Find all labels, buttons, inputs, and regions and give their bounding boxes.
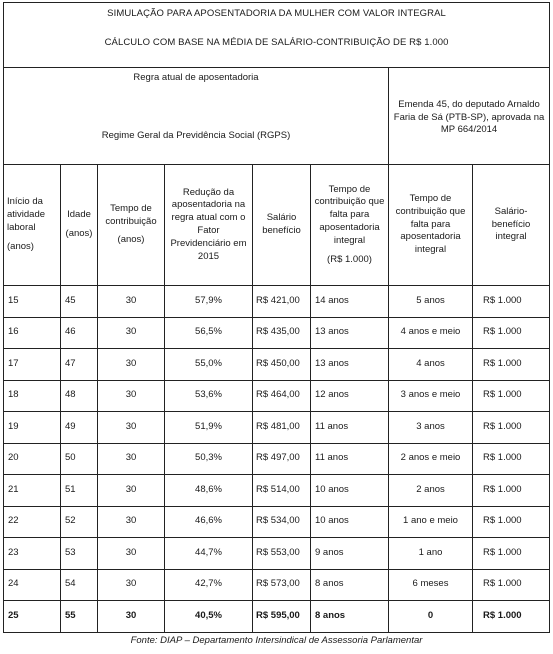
table-row [4,317,550,349]
cell-integral: R$ 1.000 [473,286,550,318]
cell-tempo: 30 [98,538,165,570]
cell-inicio: 19 [4,412,61,444]
cell-integral: R$ 1.000 [473,443,550,475]
cell-inicio: 21 [4,475,61,507]
cell-falta: 8 anos [311,569,389,601]
cell-reducao: 51,9% [165,412,253,444]
cell-reducao: 46,6% [165,506,253,538]
rgps-label: Regime Geral da Previdência Social (RGPS) [101,130,291,141]
cell-falta: 10 anos [311,506,389,538]
cell-salario: R$ 435,00 [253,317,311,349]
section-row [4,68,550,165]
cell-integral: R$ 1.000 [473,475,550,507]
cell-reducao: 56,5% [165,317,253,349]
retirement-simulation-table [3,2,550,633]
cell-integral: R$ 1.000 [473,569,550,601]
cell-inicio: 22 [4,506,61,538]
cell-idade: 45 [61,286,98,318]
cell-integral: R$ 1.000 [473,349,550,381]
cell-integral: R$ 1.000 [473,601,550,633]
cell-falta-emenda: 1 ano e meio [389,506,473,538]
cell-reducao: 50,3% [165,443,253,475]
cell-falta-emenda: 2 anos [389,475,473,507]
table-row [4,349,550,381]
header-tempo [98,165,165,286]
table-row [4,538,550,570]
cell-idade: 50 [61,443,98,475]
cell-tempo: 30 [98,569,165,601]
cell-tempo: 30 [98,349,165,381]
cell-inicio: 16 [4,317,61,349]
cell-falta: 8 anos [311,601,389,633]
header-falta-atual-label: Tempo de contribuição que falta para aposentadoria integral [314,183,385,246]
cell-idade: 47 [61,349,98,381]
cell-integral: R$ 1.000 [473,380,550,412]
cell-reducao: 55,0% [165,349,253,381]
cell-tempo: 30 [98,601,165,633]
source-note: Fonte: DIAP – Departamento Intersindical de Assessoria Parlamentar [130,635,423,646]
table-row [4,286,550,318]
cell-falta-emenda: 4 anos e meio [389,317,473,349]
current-rule-label: Regra atual de aposentadoria [133,72,259,83]
cell-inicio: 15 [4,286,61,318]
cell-inicio: 18 [4,380,61,412]
cell-integral: R$ 1.000 [473,412,550,444]
title-line-2: CÁLCULO COM BASE NA MÉDIA DE SALÁRIO-CONTRIBUIÇÃO DE R$ 1.000 [104,36,449,48]
header-idade [61,165,98,286]
header-falta-atual-unit: (R$ 1.000) [327,253,372,265]
cell-salario: R$ 450,00 [253,349,311,381]
cell-reducao: 57,9% [165,286,253,318]
table-row [4,601,550,633]
cell-integral: R$ 1.000 [473,538,550,570]
cell-idade: 51 [61,475,98,507]
cell-salario: R$ 497,00 [253,443,311,475]
header-falta-atual [311,165,389,286]
cell-falta-emenda: 3 anos [389,412,473,444]
cell-inicio: 20 [4,443,61,475]
cell-reducao: 53,6% [165,380,253,412]
cell-reducao: 42,7% [165,569,253,601]
cell-reducao: 48,6% [165,475,253,507]
cell-falta: 13 anos [311,317,389,349]
cell-tempo: 30 [98,286,165,318]
cell-integral: R$ 1.000 [473,506,550,538]
header-idade-unit: (anos) [65,228,93,239]
current-rule-section [4,68,389,165]
cell-reducao: 44,7% [165,538,253,570]
cell-inicio: 25 [4,601,61,633]
cell-idade: 49 [61,412,98,444]
cell-idade: 53 [61,538,98,570]
table-title [4,3,550,68]
cell-idade: 52 [61,506,98,538]
header-inicio [4,165,61,286]
cell-falta-emenda: 2 anos e meio [389,443,473,475]
cell-inicio: 24 [4,569,61,601]
table-row [4,412,550,444]
column-header-row [4,165,550,286]
cell-idade: 55 [61,601,98,633]
header-tempo-unit: (anos) [117,234,145,246]
title-line-1: SIMULAÇÃO PARA APOSENTADORIA DA MULHER COM VALOR INTEGRAL [107,8,446,19]
table-row [4,569,550,601]
title-row [4,3,550,68]
cell-falta-emenda: 4 anos [389,349,473,381]
cell-falta: 12 anos [311,380,389,412]
table-row [4,380,550,412]
header-idade-label: Idade [67,209,91,221]
cell-salario: R$ 595,00 [253,601,311,633]
cell-falta: 13 anos [311,349,389,381]
header-tempo-label: Tempo de contribuição [105,202,157,227]
cell-tempo: 30 [98,380,165,412]
cell-tempo: 30 [98,475,165,507]
cell-salario: R$ 481,00 [253,412,311,444]
header-beneficio-integral: Salário-benefício integral [473,165,550,286]
cell-salario: R$ 464,00 [253,380,311,412]
cell-reducao: 40,5% [165,601,253,633]
header-falta-emenda: Tempo de contribuição que falta para aposentadoria integral [389,165,473,286]
cell-idade: 48 [61,380,98,412]
cell-falta-emenda: 6 meses [389,569,473,601]
header-salario: Salário benefício [253,165,311,286]
cell-falta-emenda: 3 anos e meio [389,380,473,412]
cell-falta: 14 anos [311,286,389,318]
cell-idade: 54 [61,569,98,601]
cell-tempo: 30 [98,317,165,349]
cell-falta: 11 anos [311,412,389,444]
cell-falta-emenda: 1 ano [389,538,473,570]
table-row [4,506,550,538]
table-row [4,475,550,507]
cell-falta-emenda: 5 anos [389,286,473,318]
cell-inicio: 23 [4,538,61,570]
table-row [4,443,550,475]
cell-inicio: 17 [4,349,61,381]
cell-falta: 9 anos [311,538,389,570]
cell-tempo: 30 [98,412,165,444]
cell-idade: 46 [61,317,98,349]
cell-salario: R$ 534,00 [253,506,311,538]
cell-tempo: 30 [98,443,165,475]
header-inicio-unit: (anos) [7,240,34,252]
cell-salario: R$ 514,00 [253,475,311,507]
cell-salario: R$ 421,00 [253,286,311,318]
cell-tempo: 30 [98,506,165,538]
cell-salario: R$ 553,00 [253,538,311,570]
cell-salario: R$ 573,00 [253,569,311,601]
cell-falta-emenda: 0 [389,601,473,633]
header-reducao: Redução da aposentadoria na regra atual com o Fator Previdenciário em 2015 [165,165,253,286]
cell-integral: R$ 1.000 [473,317,550,349]
cell-falta: 11 anos [311,443,389,475]
emenda-label: Emenda 45, do deputado Arnaldo Faria de Sá (PTB-SP), aprovada na MP 664/2014 [389,68,550,165]
cell-falta: 10 anos [311,475,389,507]
header-inicio-label: Início da atividade laboral [7,196,46,233]
